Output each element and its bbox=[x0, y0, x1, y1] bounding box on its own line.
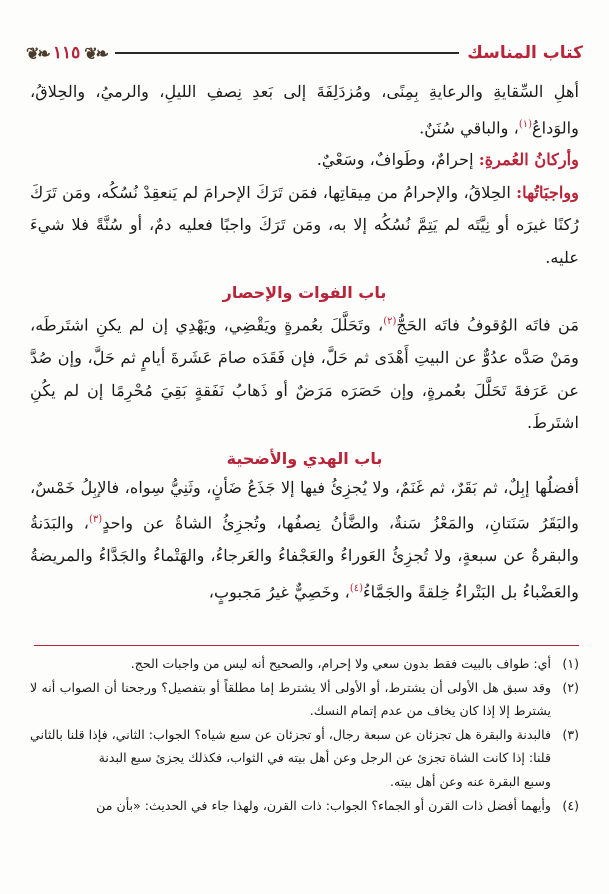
footnote-number: (٢) bbox=[562, 679, 579, 695]
footnote-ref-3[interactable]: (٣) bbox=[89, 514, 103, 526]
paragraph-fawat: مَن فاتَه الوُقوفُ فاتَه الحَجُّ$^{(٢)}$، وتَحَلَّلَ بعُمرةٍ ويَقْضِي، ويَهْدِي إن لم يكنِ اشتَرطَه، ومَنْ صَدَّه عدُوٌّ عن البيتِ أَهْدَى ثم حَلَّ، فإن فَقَدَه صامَ عَشَرةَ أيامٍ ثم حَلَّ، وإن صُدَّ عن عَرَفةَ تَحَلَّلَ بعُمرةٍ، وإن حَصَرَه مَرَضٌ أو ذَهابُ نَفَقةٍ بَقِيَ مُحْرِمًا إن لم يكُنِ اشتَرطَ. bbox=[30, 315, 579, 433]
book-title: كتاب المناسك bbox=[467, 43, 583, 63]
section-heading-fawat: باب الفوات والإحصار bbox=[222, 283, 387, 303]
footnote-text: أي: طواف بالبيت فقط بدون سعي ولا إحرام، والصحيح أنه ليس من واجبات الحج. bbox=[130, 656, 551, 671]
footnote-text: وقد سبق هل الأولى أن يشترط، أو الأولى ألا يشترط إما مطلقاً أو بتفصيل؟ ورجحنا أن الصواب أنه لا يشترط إلا إذا كان يخاف من عدم إتمام النسك. bbox=[30, 679, 551, 719]
page-header bbox=[26, 38, 583, 68]
header-rule bbox=[115, 52, 459, 54]
section-heading-hady: باب الهدي والأضحية bbox=[226, 448, 383, 468]
umra-arkan-label: وأركانُ العُمرةِ: bbox=[478, 150, 579, 170]
footnote-divider bbox=[34, 645, 579, 646]
umra-wajibat-label: وواجبَاتُها: bbox=[516, 182, 579, 202]
footnote-1 bbox=[30, 652, 579, 676]
footnote-ref-4[interactable]: (٤) bbox=[349, 582, 364, 594]
ornament-left-icon: ❦❧ bbox=[26, 43, 49, 63]
footnote-number: (٣) bbox=[562, 726, 579, 742]
footnote-text: وسبع البقرة عنه وعن أهل بيته. bbox=[390, 773, 551, 789]
footnote-ref-1[interactable]: (١) bbox=[518, 118, 533, 130]
footnote-number: (١) bbox=[562, 656, 579, 671]
paragraph-umra-arkan: وأركانُ العُمرةِ: إحرامٌ، وطَوافٌ، وسَعْيٌ. bbox=[316, 150, 579, 170]
page-number-box bbox=[26, 43, 107, 63]
footnote-4 bbox=[30, 794, 579, 818]
main-text bbox=[30, 76, 579, 609]
footnote-text: فالبدنة والبقرة هل تجزئان عن سبعة رجال، أو تجزئان عن سبع شياه؟ الجواب: الثاني، فإذا قلنا بالثاني قلنا: إذا كانت الشاة تجزئ عن الرجل وعن أهل بيته في الثواب، فكذلك يجزئ سبع البدنة bbox=[30, 726, 551, 766]
footnote-2 bbox=[30, 676, 579, 723]
paragraph-umra-wajibat: وواجبَاتُها: الحِلاقُ، والإحرامُ من مِيقاتِها، فمَن تَرَكَ الإحرامَ لم يَنعقِدْ نُسُكُه، ومَن تَرَكَ رُكنًا غيرَه أو نِيَّتَه لم يَتِمَّ نُسُكُه إلا به، ومَن تَرَكَ واجبًا فعليه دمٌ، أو سُنَّةً فلا شيءَ عليه. bbox=[30, 182, 579, 267]
footnote-text: وأيهما أفضل ذات القرن أو الجماء؟ الجواب: ذات القرن، ولهذا جاء في الحديث: «بأن من bbox=[96, 797, 551, 813]
footnote-ref-2[interactable]: (٢) bbox=[383, 316, 397, 328]
paragraph-hady: أفضلُها إبِلٌ، ثم بَقَرٌ، ثم غَنَمٌ، ولا يُجزِئُ فيها إلا جَذَعُ ضَأنٍ، وثَنِيُّ سِواه، فالإبِلُ خَمْسٌ، والبَقَرُ سَنَتانِ، والمَعْزُ سَنةٌ، والضَّأنُ نِصفُها، وتُجزِئُ الشاةُ عن واحدٍ$^{(٣)}$، والبَدَنةُ والبقرةُ عن سبعةٍ، ولا تُجزِئُ العَوراءُ والعَجْفاءُ والعَرجاءُ، والهَتْماءُ والجَدَّاءُ والمريضةُ والعَضْباءُ بل البَتْراءُ خِلقةً والجَمَّاءُ$^{(٤)}$، وخَصِيٌّ غيرُ مَجبوبٍ، bbox=[30, 477, 580, 602]
paragraph-hajj-wajibat: أهلِ السِّقايةِ والرعايةِ بِمِنًى، ومُزدَلِفَةَ إلى بَعدِ نِصفِ الليلِ، والرميُ، والحِلاقُ، والوَداعُ$^{(١)}$، والباقي سُنَنٌ. bbox=[30, 82, 579, 137]
footnote-number: (٤) bbox=[562, 797, 579, 813]
page-number: ١١٥ bbox=[52, 43, 81, 63]
footnotes bbox=[30, 652, 579, 817]
footnote-3 bbox=[30, 723, 579, 794]
ornament-right-icon: ❦❧ bbox=[84, 43, 108, 63]
